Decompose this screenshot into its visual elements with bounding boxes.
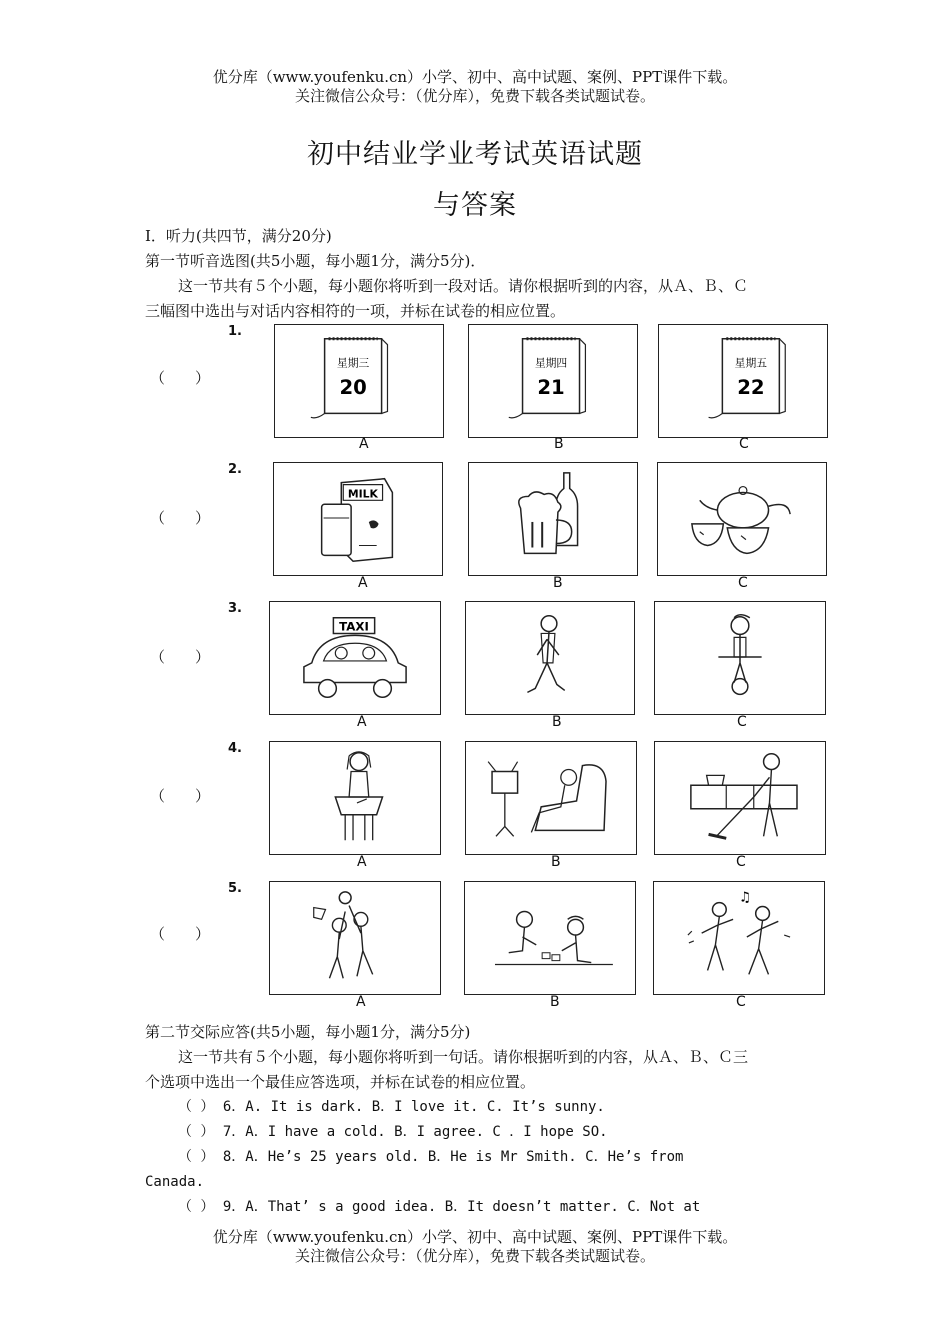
q2-number: 2. [228, 462, 242, 477]
question-8-continued: Canada. [145, 1174, 205, 1190]
q1-number: 1. [228, 324, 242, 339]
q5-picture-a[interactable] [269, 881, 441, 995]
q5-number: 5. [228, 881, 242, 896]
q2-label-a: A [358, 575, 368, 591]
section1-desc-1: 这一节共有５个小题，每小题你将听到一段对话。请你根据听到的内容，从Ａ、Ｂ、Ｃ [178, 277, 749, 295]
title-line-2: 与答案 [433, 190, 517, 221]
section2-desc-2: 个选项中选出一个最佳应答选项，并标在试卷的相应位置。 [145, 1073, 536, 1091]
calendar-day-b: 星期四 [534, 356, 568, 370]
q4-label-a: A [357, 854, 367, 870]
taxi-icon [270, 602, 440, 714]
q2-label-c: C [738, 575, 748, 591]
walking-man-icon [466, 602, 634, 714]
q1-label-b: B [554, 436, 564, 452]
tea-icon [658, 463, 826, 575]
calendar-date-c: 22 [737, 375, 765, 399]
writing-girl-icon [270, 742, 440, 854]
calendar-date-b: 21 [537, 375, 565, 399]
footer-line-1: 优分库（www.youfenku.cn）小学、初中、高中试题、案例、PPT课件下载。 [212, 1228, 738, 1246]
dancing-icon [654, 882, 824, 994]
q2-picture-b[interactable] [468, 462, 638, 576]
q4-label-c: C [736, 854, 746, 870]
playing-cards-icon [465, 882, 635, 994]
section2-subheading: 第二节交际应答(共5小题，每小题1分，满分5分) [145, 1023, 471, 1041]
section2-desc-1: 这一节共有５个小题，每小题你将听到一句话。请你根据听到的内容，从Ａ、Ｂ、Ｃ三 [178, 1048, 749, 1066]
q2-picture-c[interactable] [657, 462, 827, 576]
q4-picture-c[interactable] [654, 741, 826, 855]
q5-answer-bracket[interactable]: （ ） [150, 925, 211, 943]
taxi-sign: TAXI [339, 619, 369, 634]
q2-answer-bracket[interactable]: （ ） [150, 509, 211, 527]
q5-picture-b[interactable] [464, 881, 636, 995]
q4-answer-bracket[interactable]: （ ） [150, 787, 211, 805]
question-9: （ ） 9．A．That’ s a good idea. B．It doesn’t matter. C．Not at [178, 1199, 701, 1215]
q5-label-a: A [356, 994, 366, 1010]
music-note-icon: ♫ [739, 889, 752, 906]
q1-label-a: A [359, 436, 369, 452]
q3-picture-c[interactable] [654, 601, 826, 715]
header-line-2: 关注微信公众号：（优分库），免费下载各类试题试卷。 [294, 87, 655, 105]
q3-picture-a[interactable] [269, 601, 441, 715]
milk-carton-label: MILK [347, 487, 378, 501]
q1-picture-b[interactable] [468, 324, 638, 438]
q4-number: 4. [228, 741, 242, 756]
beer-icon [469, 463, 637, 575]
calendar-date-a: 20 [339, 375, 367, 399]
section1-heading: I．听力(共四节，满分20分) [145, 227, 332, 245]
q5-picture-c[interactable] [653, 881, 825, 995]
calendar-friday-icon [659, 325, 827, 437]
q3-label-c: C [737, 714, 747, 730]
q1-picture-c[interactable] [658, 324, 828, 438]
calendar-thursday-icon [469, 325, 637, 437]
footer-line-2: 关注微信公众号：（优分库），免费下载各类试题试卷。 [294, 1247, 655, 1265]
q4-label-b: B [551, 854, 561, 870]
q2-picture-a[interactable] [273, 462, 443, 576]
q5-label-c: C [736, 994, 746, 1010]
q3-answer-bracket[interactable]: （ ） [150, 648, 211, 666]
question-8: （ ） 8．A．He’s 25 years old. B．He is Mr Smith. C．He’s from [178, 1149, 684, 1165]
basketball-icon [270, 882, 440, 994]
q3-number: 3. [228, 601, 242, 616]
q1-answer-bracket[interactable]: （ ） [150, 369, 211, 387]
q3-picture-b[interactable] [465, 601, 635, 715]
calendar-day-a: 星期三 [336, 356, 370, 370]
calendar-wednesday-icon [275, 325, 443, 437]
q4-picture-a[interactable] [269, 741, 441, 855]
q2-label-b: B [553, 575, 563, 591]
q1-picture-a[interactable] [274, 324, 444, 438]
title-line-1: 初中结业学业考试英语试题 [307, 139, 643, 170]
section1-desc-2: 三幅图中选出与对话内容相符的一项，并标在试卷的相应位置。 [145, 302, 566, 320]
q1-label-c: C [739, 436, 749, 452]
q3-label-a: A [357, 714, 367, 730]
q3-label-b: B [552, 714, 562, 730]
cleaning-girl-icon [655, 742, 825, 854]
calendar-day-c: 星期五 [734, 356, 768, 370]
question-7: （ ） 7．A．I have a cold. B．I agree. C ．I hope SO. [178, 1124, 608, 1140]
header-line-1: 优分库（www.youfenku.cn）小学、初中、高中试题、案例、PPT课件下载。 [212, 68, 738, 86]
section1-subheading: 第一节听音选图(共5小题，每小题1分，满分5分)． [145, 252, 486, 270]
milk-icon [274, 463, 442, 575]
q4-picture-b[interactable] [465, 741, 637, 855]
question-6: （ ） 6．A. It is dark. B．I love it. C. It’s sunny. [178, 1099, 605, 1115]
watching-tv-icon [466, 742, 636, 854]
q5-label-b: B [550, 994, 560, 1010]
cyclist-icon [655, 602, 825, 714]
